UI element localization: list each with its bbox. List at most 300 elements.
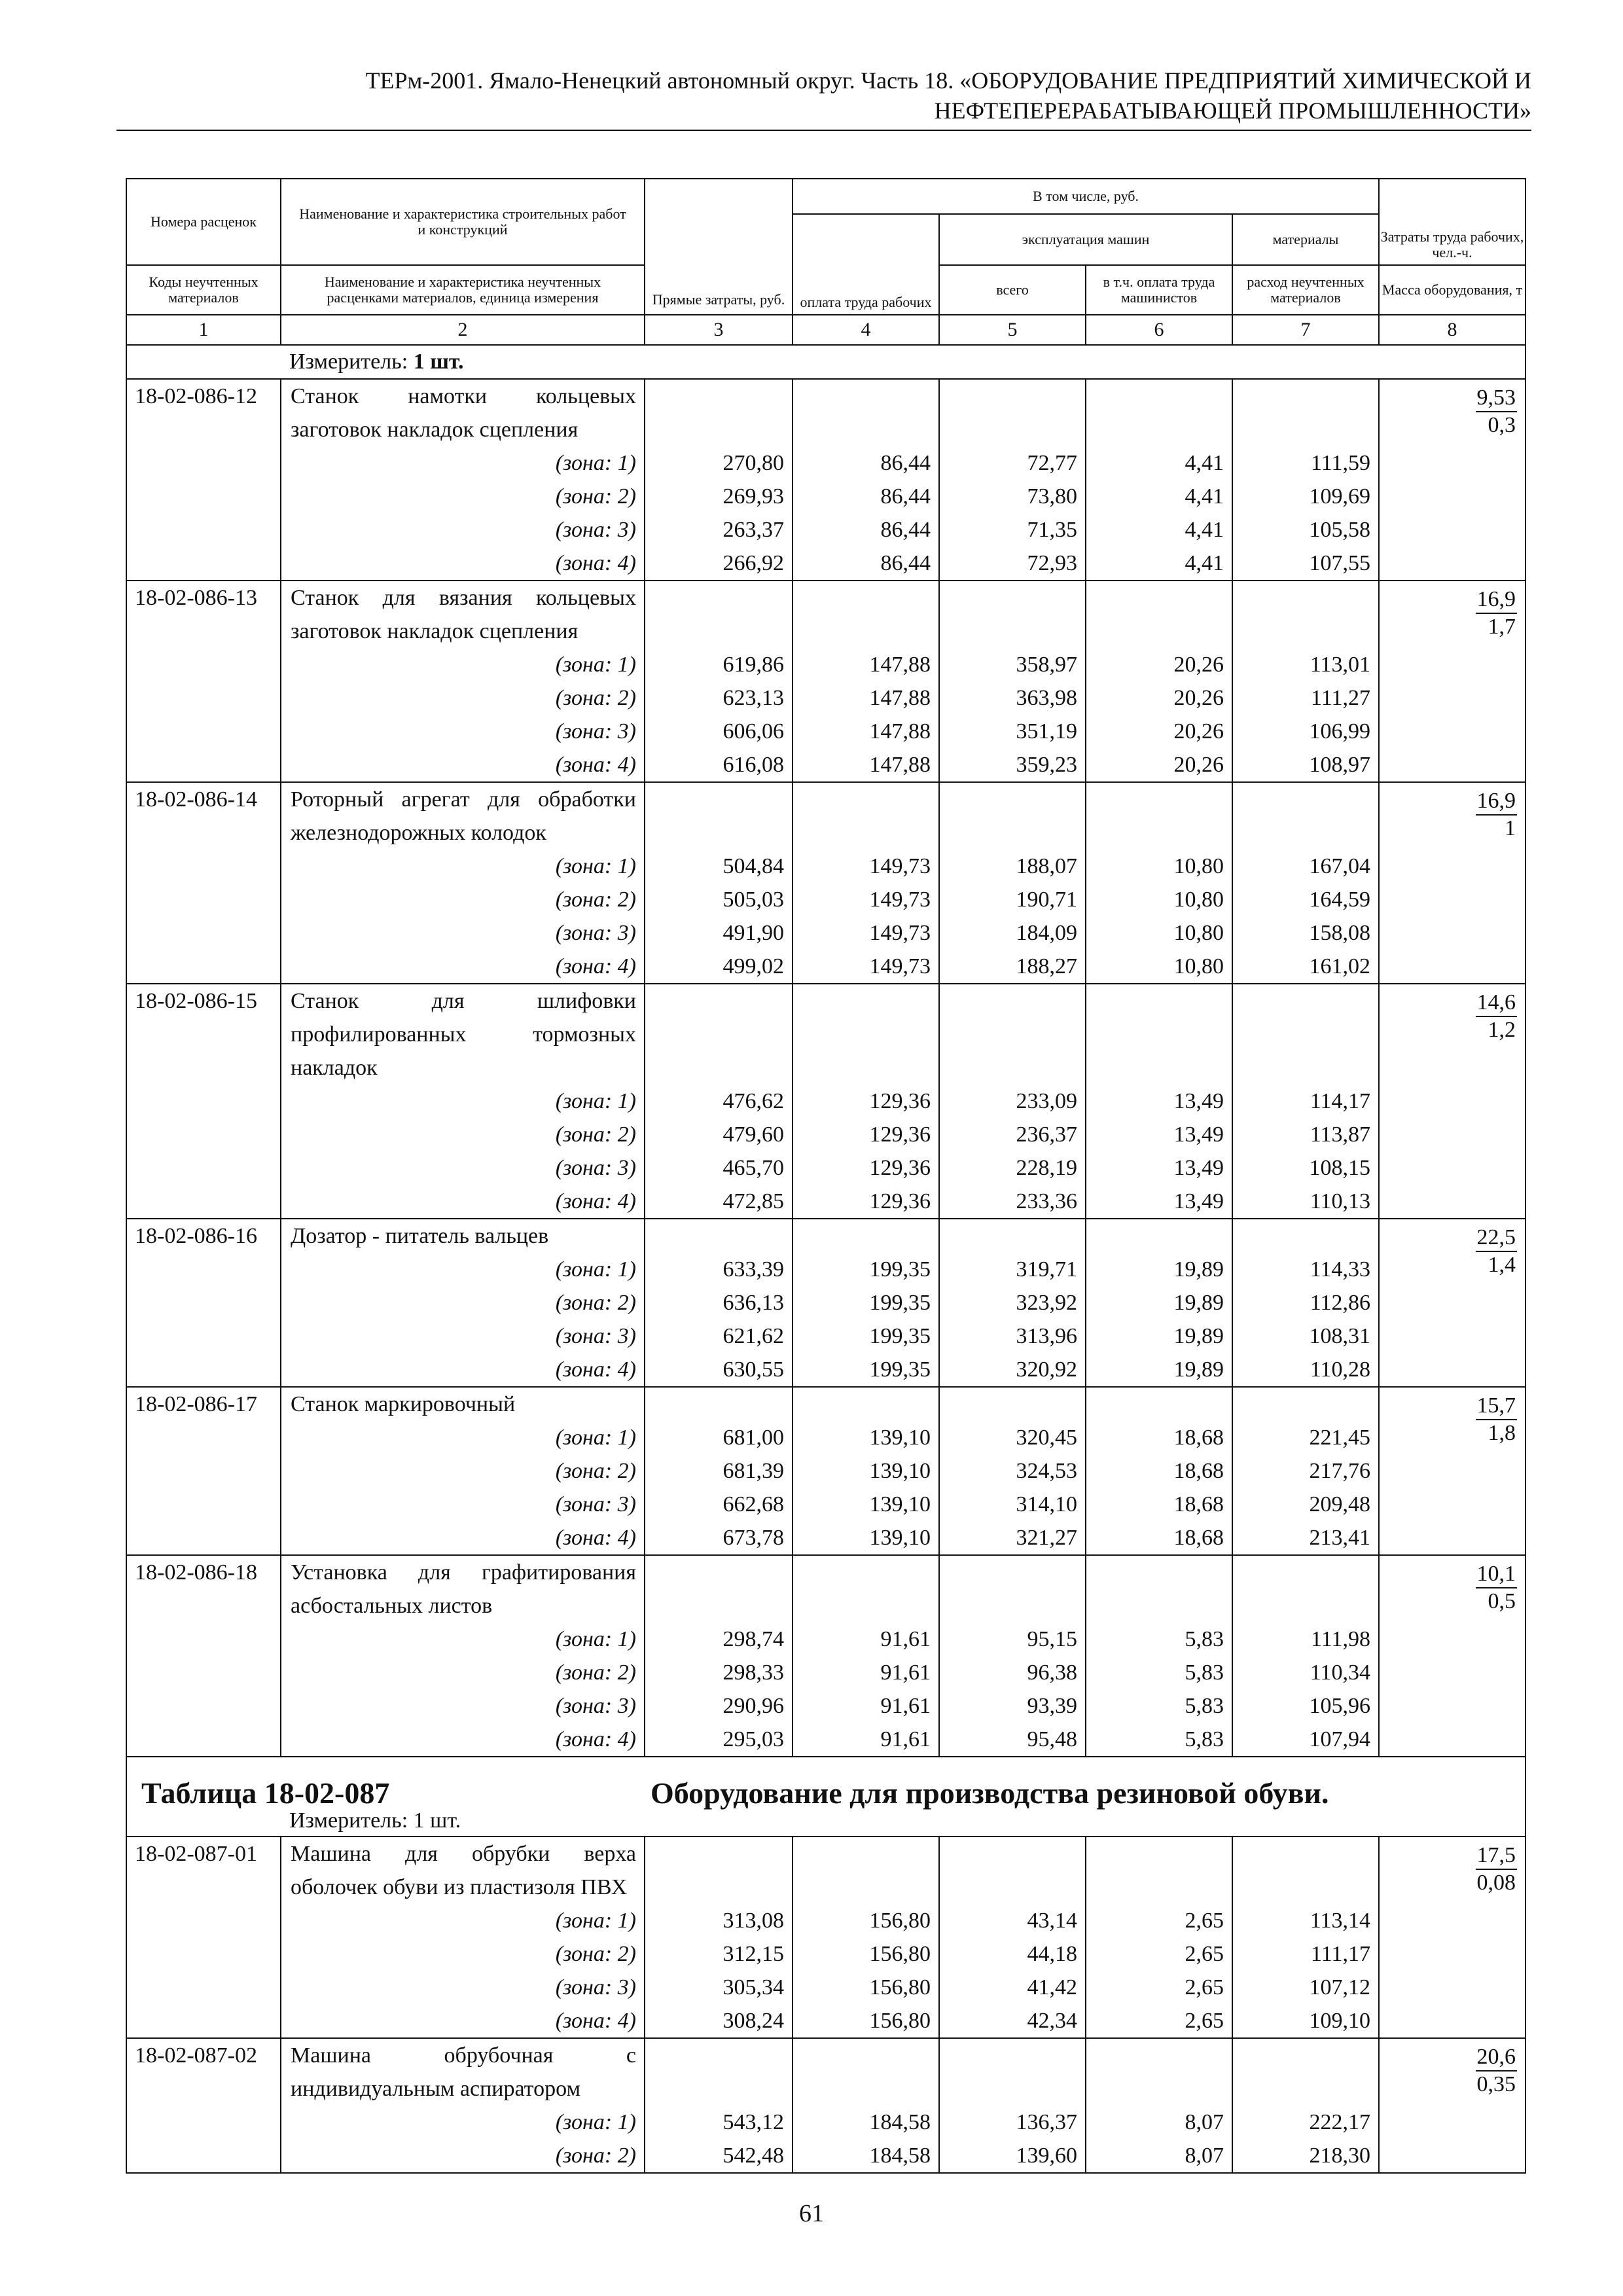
col-worker-pay [793, 2038, 939, 2173]
zone-label: (зона: 4) [555, 1727, 636, 1751]
zone-label: (зона: 3) [555, 1324, 636, 1348]
zone-label: (зона: 1) [555, 653, 636, 677]
value-cell: 91,61 [880, 1627, 931, 1651]
labor-mass [1379, 782, 1525, 984]
labor-value: 14,6 [1476, 990, 1518, 1017]
value-cell: 10,80 [1173, 854, 1224, 878]
col-header-material-codes: Коды неучтенных материалов [126, 265, 281, 315]
col-header-machines-total: всего [939, 265, 1086, 315]
value-cell: 113,87 [1310, 1122, 1371, 1147]
worker-pay-values [793, 581, 931, 781]
mass-value: 1,7 [1488, 615, 1516, 639]
value-cell: 236,37 [1016, 1122, 1077, 1147]
value-cell: 295,03 [722, 1727, 784, 1751]
value-cell: 199,35 [869, 1324, 931, 1348]
rate-code: 18-02-087-02 [126, 2038, 281, 2173]
col-materials [1232, 1219, 1379, 1387]
zone-label: (зона: 2) [555, 1122, 636, 1147]
labor-mass [1379, 1219, 1525, 1387]
value-cell: 110,34 [1310, 1660, 1371, 1685]
value-cell: 269,93 [722, 484, 784, 509]
materials-values [1233, 1219, 1370, 1386]
value-cell: 217,76 [1309, 1459, 1371, 1483]
zone-label: (зона: 1) [555, 1426, 636, 1450]
zone-label: (зона: 4) [555, 954, 636, 978]
row-spacer [940, 783, 1077, 850]
value-cell: 105,58 [1309, 518, 1371, 542]
value-cell: 323,92 [1016, 1291, 1077, 1315]
row-spacer [645, 783, 784, 850]
zone-label: (зона: 3) [555, 1975, 636, 2000]
worker-pay-values [793, 380, 931, 580]
value-cell: 18,68 [1173, 1426, 1224, 1450]
rate-code: 18-02-086-18 [126, 1555, 281, 1757]
mass-value: 0,3 [1488, 413, 1516, 437]
col-direct-costs [645, 581, 793, 782]
value-cell: 476,62 [722, 1089, 784, 1113]
value-cell: 13,49 [1173, 1189, 1224, 1213]
value-cell: 91,61 [880, 1727, 931, 1751]
rate-name: Дозатор - питатель вальцев [291, 1224, 549, 1248]
row-spacer [1233, 984, 1370, 1085]
value-cell: 139,10 [869, 1526, 931, 1550]
value-cell: 228,19 [1016, 1156, 1077, 1180]
col-worker-pay [793, 1837, 939, 2038]
col-machines-total [939, 1555, 1086, 1757]
value-cell: 114,33 [1310, 1257, 1371, 1282]
direct-costs-values [645, 380, 784, 580]
rate-code: 18-02-086-17 [126, 1387, 281, 1555]
value-cell: 2,65 [1185, 2009, 1224, 2033]
table-title-cell [126, 1757, 1525, 1837]
machinist-pay-values [1086, 783, 1224, 983]
zone-label: (зона: 2) [555, 686, 636, 710]
value-cell: 19,89 [1173, 1291, 1224, 1315]
value-cell: 233,36 [1016, 1189, 1077, 1213]
value-cell: 13,49 [1173, 1089, 1224, 1113]
zone-label: (зона: 2) [555, 2144, 636, 2168]
value-cell: 139,10 [869, 1426, 931, 1450]
row-spacer [645, 1837, 784, 1904]
labor-mass-fraction [1476, 586, 1518, 640]
value-cell: 263,37 [722, 518, 784, 542]
value-cell: 358,97 [1016, 653, 1077, 677]
col-materials [1232, 984, 1379, 1219]
mass-value: 0,35 [1476, 2072, 1516, 2096]
zone-label: (зона: 1) [555, 451, 636, 475]
value-cell: 623,13 [722, 686, 784, 710]
measure-label: Измеритель: [289, 350, 408, 374]
value-cell: 4,41 [1185, 484, 1224, 509]
rate-row [126, 1837, 1525, 2038]
value-cell: 19,89 [1173, 1357, 1224, 1382]
machinist-pay-values [1086, 581, 1224, 781]
col-header-direct-costs: Прямые затраты, руб. [645, 179, 793, 315]
value-cell: 20,26 [1173, 719, 1224, 744]
materials-values [1233, 1556, 1370, 1756]
value-cell: 13,49 [1173, 1156, 1224, 1180]
col-header-including: В том числе, руб. [793, 179, 1379, 214]
labor-value: 15,7 [1476, 1393, 1518, 1420]
row-spacer [1086, 1556, 1224, 1623]
machines-total-values [940, 1837, 1077, 2037]
value-cell: 91,61 [880, 1660, 931, 1685]
zone-label: (зона: 4) [555, 1526, 636, 1550]
col-header-machine-operation: эксплуатация машин [939, 214, 1232, 265]
direct-costs-values [645, 1837, 784, 2037]
value-cell: 113,14 [1310, 1909, 1371, 1933]
rate-code: 18-02-086-14 [126, 782, 281, 984]
zone-label: (зона: 2) [555, 888, 636, 912]
value-cell: 20,26 [1173, 686, 1224, 710]
value-cell: 320,45 [1016, 1426, 1077, 1450]
rate-description [281, 782, 645, 984]
row-spacer [1086, 581, 1224, 648]
mass-value: 1,8 [1488, 1421, 1516, 1445]
value-cell: 662,68 [722, 1492, 784, 1516]
labor-mass-fraction [1476, 1393, 1518, 1446]
zone-label: (зона: 4) [555, 551, 636, 575]
machinist-pay-values [1086, 984, 1224, 1218]
col-materials [1232, 2038, 1379, 2173]
value-cell: 149,73 [869, 854, 931, 878]
labor-mass-fraction [1476, 385, 1518, 439]
zone-label: (зона: 3) [555, 719, 636, 744]
table-number: Таблица 18-02-087 [141, 1776, 390, 1810]
zone-label: (зона: 1) [555, 2110, 636, 2134]
worker-pay-values [793, 1837, 931, 2037]
value-cell: 161,02 [1309, 954, 1371, 978]
labor-value: 22,5 [1476, 1225, 1518, 1252]
row-spacer [1086, 380, 1224, 446]
value-cell: 107,55 [1309, 551, 1371, 575]
col-direct-costs [645, 2038, 793, 2173]
value-cell: 308,24 [722, 2009, 784, 2033]
value-cell: 266,92 [722, 551, 784, 575]
worker-pay-values [793, 984, 931, 1218]
value-cell: 129,36 [869, 1156, 931, 1180]
machines-total-values [940, 2039, 1077, 2172]
value-cell: 114,17 [1310, 1089, 1371, 1113]
column-number: 6 [1086, 315, 1232, 345]
row-spacer [940, 1388, 1077, 1421]
value-cell: 95,15 [1027, 1627, 1077, 1651]
value-cell: 111,98 [1311, 1627, 1371, 1651]
zone-label: (зона: 1) [555, 1909, 636, 1933]
col-machinist-pay [1086, 1837, 1232, 2038]
value-cell: 109,10 [1309, 2009, 1371, 2033]
col-machinist-pay [1086, 1387, 1232, 1555]
zone-label: (зона: 3) [555, 921, 636, 945]
value-cell: 18,68 [1173, 1526, 1224, 1550]
value-cell: 499,02 [722, 954, 784, 978]
col-worker-pay [793, 379, 939, 581]
col-materials [1232, 1555, 1379, 1757]
row-spacer [1233, 1219, 1370, 1253]
col-header-codes: Номера расценок [126, 179, 281, 265]
value-cell: 2,65 [1185, 1909, 1224, 1933]
materials-values [1233, 380, 1370, 580]
value-cell: 606,06 [722, 719, 784, 744]
col-header-material-consumption: расход неучтенных материалов [1232, 265, 1379, 315]
zone-labels [291, 648, 636, 781]
zone-label: (зона: 4) [555, 2009, 636, 2033]
mass-value: 1,2 [1488, 1018, 1516, 1042]
value-cell: 314,10 [1016, 1492, 1077, 1516]
rate-name: Роторный агрегат для обработки железнодорожных колодок [291, 787, 636, 845]
materials-values [1233, 581, 1370, 781]
machines-total-values [940, 984, 1077, 1218]
zone-label: (зона: 3) [555, 1492, 636, 1516]
value-cell: 42,34 [1027, 2009, 1077, 2033]
column-number: 7 [1232, 315, 1379, 345]
page-number: 61 [799, 2200, 824, 2227]
value-cell: 20,26 [1173, 653, 1224, 677]
value-cell: 147,88 [869, 719, 931, 744]
value-cell: 164,59 [1309, 888, 1371, 912]
header-line-1: ТЕРм-2001. Ямало-Ненецкий автономный округ. Часть 18. «ОБОРУДОВАНИЕ ПРЕДПРИЯТИЙ ХИМИЧЕСКОЙ И [365, 67, 1531, 94]
zone-labels [291, 2106, 636, 2172]
value-cell: 149,73 [869, 888, 931, 912]
value-cell: 129,36 [869, 1189, 931, 1213]
rate-name: Станок для вязания кольцевых заготовок накладок сцепления [291, 586, 636, 643]
col-machines-total [939, 984, 1086, 1219]
zone-label: (зона: 1) [555, 1257, 636, 1282]
value-cell: 149,73 [869, 954, 931, 978]
zone-labels [291, 1253, 636, 1386]
labor-mass [1379, 2038, 1525, 2173]
row-spacer [940, 1219, 1077, 1253]
value-cell: 4,41 [1185, 518, 1224, 542]
rate-description [281, 1387, 645, 1555]
zone-label: (зона: 2) [555, 484, 636, 509]
machines-total-values [940, 1388, 1077, 1554]
value-cell: 209,48 [1309, 1492, 1371, 1516]
value-cell: 156,80 [869, 1909, 931, 1933]
value-cell: 108,31 [1309, 1324, 1371, 1348]
zone-labels [291, 446, 636, 580]
machinist-pay-values [1086, 1388, 1224, 1554]
rate-name: Установка для графитирования асбостальных листов [291, 1560, 636, 1618]
col-header-labor: Затраты труда рабочих, чел.-ч. [1379, 179, 1525, 265]
labor-value: 10,1 [1476, 1561, 1518, 1588]
value-cell: 221,45 [1309, 1426, 1371, 1450]
direct-costs-values [645, 1556, 784, 1756]
value-cell: 156,80 [869, 1942, 931, 1966]
mass-value: 0,08 [1476, 1871, 1516, 1895]
measure-value: 1 шт. [413, 350, 464, 374]
value-cell: 363,98 [1016, 686, 1077, 710]
row-spacer [793, 783, 931, 850]
value-cell: 5,83 [1185, 1627, 1224, 1651]
labor-value: 16,9 [1476, 788, 1518, 816]
value-cell: 113,01 [1310, 653, 1371, 677]
mass-value: 1,4 [1488, 1253, 1516, 1277]
value-cell: 10,80 [1173, 921, 1224, 945]
row-spacer [940, 1556, 1077, 1623]
rate-name: Станок для шлифовки профилированных тормозных накладок [291, 989, 636, 1080]
col-worker-pay [793, 782, 939, 984]
worker-pay-values [793, 2039, 931, 2172]
rate-code: 18-02-087-01 [126, 1837, 281, 2038]
column-number: 5 [939, 315, 1086, 345]
zone-label: (зона: 4) [555, 1357, 636, 1382]
value-cell: 108,15 [1309, 1156, 1371, 1180]
labor-mass [1379, 581, 1525, 782]
value-cell: 298,33 [722, 1660, 784, 1685]
machines-total-values [940, 581, 1077, 781]
col-direct-costs [645, 984, 793, 1219]
value-cell: 4,41 [1185, 451, 1224, 475]
rate-name: Станок маркировочный [291, 1392, 516, 1416]
value-cell: 139,10 [869, 1492, 931, 1516]
materials-values [1233, 2039, 1370, 2172]
value-cell: 5,83 [1185, 1660, 1224, 1685]
table-measure: Измеритель: 1 шт. [289, 1808, 461, 1833]
row-spacer [1233, 1556, 1370, 1623]
value-cell: 465,70 [722, 1156, 784, 1180]
value-cell: 199,35 [869, 1257, 931, 1282]
value-cell: 681,39 [722, 1459, 784, 1483]
value-cell: 91,61 [880, 1694, 931, 1718]
zone-label: (зона: 1) [555, 1089, 636, 1113]
col-machinist-pay [1086, 782, 1232, 984]
machines-total-values [940, 1219, 1077, 1386]
value-cell: 542,48 [722, 2144, 784, 2168]
rate-description [281, 581, 645, 782]
machinist-pay-values [1086, 1219, 1224, 1386]
col-machines-total [939, 2038, 1086, 2173]
worker-pay-values [793, 1388, 931, 1554]
row-spacer [1086, 1837, 1224, 1904]
value-cell: 71,35 [1027, 518, 1077, 542]
value-cell: 290,96 [722, 1694, 784, 1718]
value-cell: 93,39 [1027, 1694, 1077, 1718]
value-cell: 147,88 [869, 686, 931, 710]
value-cell: 5,83 [1185, 1727, 1224, 1751]
col-machines-total [939, 1837, 1086, 2038]
value-cell: 504,84 [722, 854, 784, 878]
row-spacer [940, 984, 1077, 1085]
value-cell: 136,37 [1016, 2110, 1077, 2134]
col-worker-pay [793, 984, 939, 1219]
value-cell: 630,55 [722, 1357, 784, 1382]
row-spacer [940, 1837, 1077, 1904]
value-cell: 184,58 [869, 2144, 931, 2168]
value-cell: 270,80 [722, 451, 784, 475]
labor-mass-fraction [1476, 1561, 1518, 1615]
value-cell: 633,39 [722, 1257, 784, 1282]
row-spacer [1233, 1388, 1370, 1421]
header-line-2: НЕФТЕПЕРЕРАБАТЫВАЮЩЕЙ ПРОМЫШЛЕННОСТИ» [934, 98, 1531, 124]
zone-labels [291, 1085, 636, 1218]
zone-label: (зона: 2) [555, 1459, 636, 1483]
zone-label: (зона: 2) [555, 1942, 636, 1966]
value-cell: 188,27 [1016, 954, 1077, 978]
machines-total-values [940, 783, 1077, 983]
value-cell: 72,93 [1027, 551, 1077, 575]
value-cell: 13,49 [1173, 1122, 1224, 1147]
zone-labels [291, 1904, 636, 2037]
rate-row [126, 1219, 1525, 1387]
machinist-pay-values [1086, 2039, 1224, 2172]
direct-costs-values [645, 581, 784, 781]
machinist-pay-values [1086, 380, 1224, 580]
value-cell: 44,18 [1027, 1942, 1077, 1966]
col-header-material-names: Наименование и характеристика неучтенных расценками материалов, единица измерения [281, 265, 645, 315]
rate-description [281, 1837, 645, 2038]
labor-value: 16,9 [1476, 586, 1518, 614]
value-cell: 636,13 [722, 1291, 784, 1315]
column-number: 4 [793, 315, 939, 345]
value-cell: 213,41 [1309, 1526, 1371, 1550]
value-cell: 10,80 [1173, 954, 1224, 978]
table-title-row [126, 1757, 1525, 1837]
col-direct-costs [645, 1837, 793, 2038]
value-cell: 2,65 [1185, 1975, 1224, 2000]
value-cell: 106,99 [1309, 719, 1371, 744]
value-cell: 5,83 [1185, 1694, 1224, 1718]
labor-value: 17,5 [1476, 1842, 1518, 1870]
column-number: 2 [281, 315, 645, 345]
materials-values [1233, 1388, 1370, 1554]
zone-label: (зона: 2) [555, 1660, 636, 1685]
value-cell: 147,88 [869, 653, 931, 677]
rate-row [126, 984, 1525, 1219]
zone-label: (зона: 1) [555, 1627, 636, 1651]
col-machines-total [939, 782, 1086, 984]
row-spacer [940, 2039, 1077, 2106]
value-cell: 129,36 [869, 1122, 931, 1147]
col-machines-total [939, 1219, 1086, 1387]
value-cell: 222,17 [1309, 2110, 1371, 2134]
value-cell: 167,04 [1309, 854, 1371, 878]
value-cell: 41,42 [1027, 1975, 1077, 2000]
row-spacer [645, 380, 784, 446]
machines-total-values [940, 1556, 1077, 1756]
value-cell: 233,09 [1016, 1089, 1077, 1113]
rate-name: Станок намотки кольцевых заготовок накладок сцепления [291, 384, 636, 442]
direct-costs-values [645, 2039, 784, 2172]
row-spacer [793, 1388, 931, 1421]
value-cell: 73,80 [1027, 484, 1077, 509]
col-machinist-pay [1086, 581, 1232, 782]
value-cell: 320,92 [1016, 1357, 1077, 1382]
row-spacer [645, 984, 784, 1085]
rate-description [281, 2038, 645, 2173]
col-direct-costs [645, 782, 793, 984]
col-machinist-pay [1086, 2038, 1232, 2173]
col-worker-pay [793, 581, 939, 782]
value-cell: 184,09 [1016, 921, 1077, 945]
col-machines-total [939, 581, 1086, 782]
labor-mass-fraction [1476, 990, 1518, 1043]
value-cell: 312,15 [722, 1942, 784, 1966]
table-title-wrap [127, 1757, 1525, 1836]
col-direct-costs [645, 1387, 793, 1555]
rate-code: 18-02-086-16 [126, 1219, 281, 1387]
column-number: 1 [126, 315, 281, 345]
machinist-pay-values [1086, 1556, 1224, 1756]
value-cell: 18,68 [1173, 1492, 1224, 1516]
col-machines-total [939, 379, 1086, 581]
materials-values [1233, 1837, 1370, 2037]
value-cell: 111,27 [1311, 686, 1371, 710]
value-cell: 110,13 [1310, 1189, 1371, 1213]
value-cell: 147,88 [869, 753, 931, 777]
row-spacer [1233, 1837, 1370, 1904]
value-cell: 319,71 [1016, 1257, 1077, 1282]
